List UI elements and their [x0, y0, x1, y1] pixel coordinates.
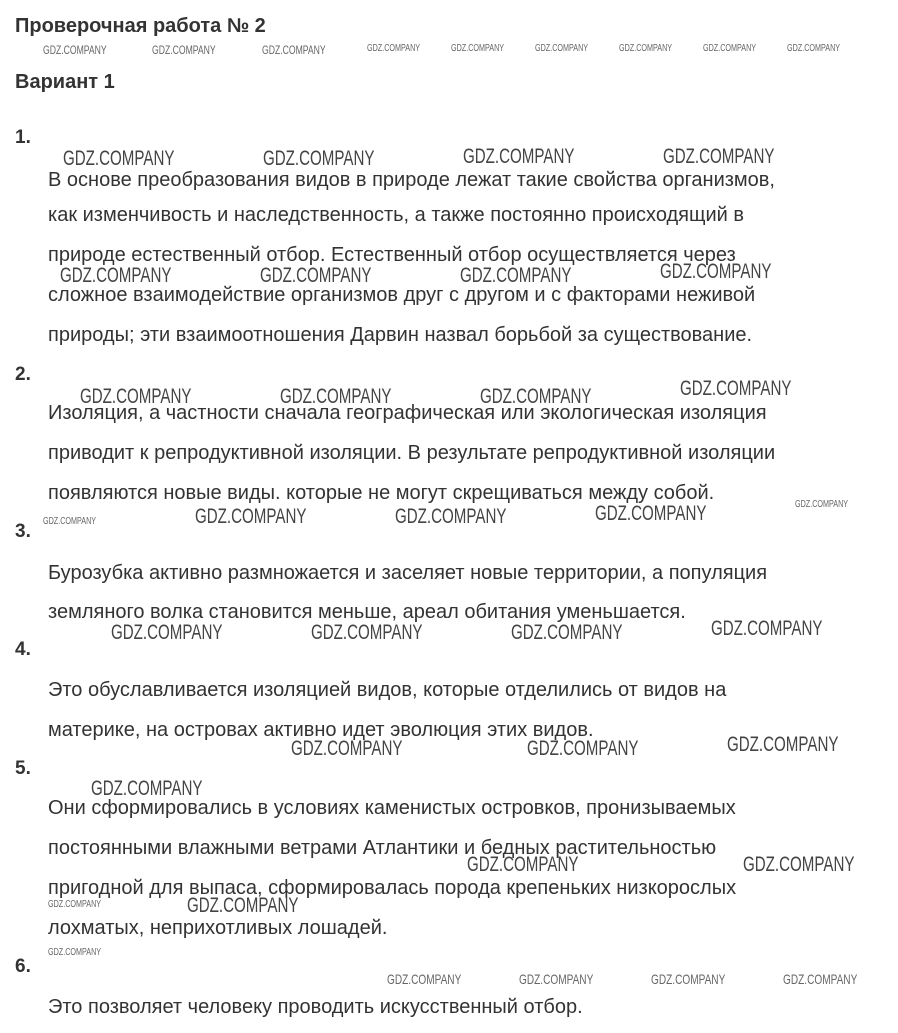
answer-text: Это позволяет человеку проводить искусственный отбор.	[48, 996, 583, 1018]
watermark: GDZ.COMPANY	[451, 43, 505, 54]
watermark: GDZ.COMPANY	[703, 43, 757, 54]
watermark: GDZ.COMPANY	[480, 385, 592, 408]
watermark: GDZ.COMPANY	[291, 737, 403, 760]
watermark: GDZ.COMPANY	[463, 145, 575, 168]
answer-text: появляются новые виды. которые не могут скрещиваться между собой.	[48, 482, 715, 504]
watermark: GDZ.COMPANY	[663, 145, 775, 168]
watermark: GDZ.COMPANY	[48, 947, 102, 958]
answer-text: приводит к репродуктивной изоляции. В результате репродуктивной изоляции	[48, 442, 776, 464]
answer-number: 2.	[15, 364, 31, 385]
watermark: GDZ.COMPANY	[660, 260, 772, 283]
watermark: GDZ.COMPANY	[519, 971, 594, 987]
watermark: GDZ.COMPANY	[91, 777, 203, 800]
watermark: GDZ.COMPANY	[311, 621, 423, 644]
watermark: GDZ.COMPANY	[48, 899, 102, 910]
watermark: GDZ.COMPANY	[783, 971, 858, 987]
answer-number: 3.	[15, 521, 31, 542]
answer-text: сложное взаимодействие организмов друг с другом и с факторами неживой	[48, 284, 756, 306]
watermark: GDZ.COMPANY	[511, 621, 623, 644]
watermark: GDZ.COMPANY	[367, 43, 421, 54]
watermark: GDZ.COMPANY	[743, 853, 855, 876]
answer-text: Это обуславливается изоляцией видов, которые отделились от видов на	[48, 679, 727, 701]
watermark: GDZ.COMPANY	[787, 43, 841, 54]
answer-text: В основе преобразования видов в природе лежат такие свойства организмов,	[48, 169, 775, 191]
watermark: GDZ.COMPANY	[43, 43, 107, 57]
watermark: GDZ.COMPANY	[187, 894, 299, 917]
watermark: GDZ.COMPANY	[595, 502, 707, 525]
watermark: GDZ.COMPANY	[460, 264, 572, 287]
watermark: GDZ.COMPANY	[263, 147, 375, 170]
answer-number: 4.	[15, 639, 31, 660]
answer-text: Они сформировались в условиях каменистых островков, пронизываемых	[48, 797, 736, 819]
watermark: GDZ.COMPANY	[80, 385, 192, 408]
answer-text: материке, на островах активно идет эволюция этих видов.	[48, 719, 594, 741]
answer-text: лохматых, неприхотливых лошадей.	[48, 917, 388, 939]
watermark: GDZ.COMPANY	[527, 737, 639, 760]
answer-text: природы; эти взаимоотношения Дарвин назвал борьбой за существование.	[48, 324, 753, 346]
watermark: GDZ.COMPANY	[280, 385, 392, 408]
page-title: Проверочная работа № 2	[15, 15, 266, 37]
answer-number: 5.	[15, 758, 31, 779]
watermark: GDZ.COMPANY	[795, 499, 849, 510]
watermark: GDZ.COMPANY	[651, 971, 726, 987]
answer-text: постоянными влажными ветрами Атлантики и бедных растительностью	[48, 837, 717, 859]
watermark: GDZ.COMPANY	[195, 505, 307, 528]
watermark: GDZ.COMPANY	[262, 43, 326, 57]
answer-text: земляного волка становится меньше, ареал обитания уменьшается.	[48, 601, 686, 623]
watermark: GDZ.COMPANY	[711, 617, 823, 640]
watermark: GDZ.COMPANY	[111, 621, 223, 644]
answer-text: Изоляция, а частности сначала географическая или экологическая изоляция	[48, 402, 767, 424]
answer-text: как изменчивость и наследственность, а также постоянно происходящий в	[48, 204, 744, 226]
watermark: GDZ.COMPANY	[467, 853, 579, 876]
watermark: GDZ.COMPANY	[619, 43, 673, 54]
answer-text: пригодной для выпаса, сформировалась порода крепеньких низкорослых	[48, 877, 737, 899]
answer-number: 6.	[15, 956, 31, 977]
watermark: GDZ.COMPANY	[63, 147, 175, 170]
variant-heading: Вариант 1	[15, 71, 115, 93]
watermark: GDZ.COMPANY	[395, 505, 507, 528]
answer-text: Бурозубка активно размножается и заселяет новые территории, а популяция	[48, 562, 768, 584]
watermark: GDZ.COMPANY	[260, 264, 372, 287]
watermark: GDZ.COMPANY	[152, 43, 216, 57]
watermark: GDZ.COMPANY	[727, 733, 839, 756]
watermark: GDZ.COMPANY	[60, 264, 172, 287]
watermark: GDZ.COMPANY	[535, 43, 589, 54]
watermark: GDZ.COMPANY	[43, 516, 97, 527]
watermark: GDZ.COMPANY	[387, 971, 462, 987]
watermark: GDZ.COMPANY	[680, 377, 792, 400]
answer-text: природе естественный отбор. Естественный отбор осуществляется через	[48, 244, 736, 266]
answer-number: 1.	[15, 127, 31, 148]
